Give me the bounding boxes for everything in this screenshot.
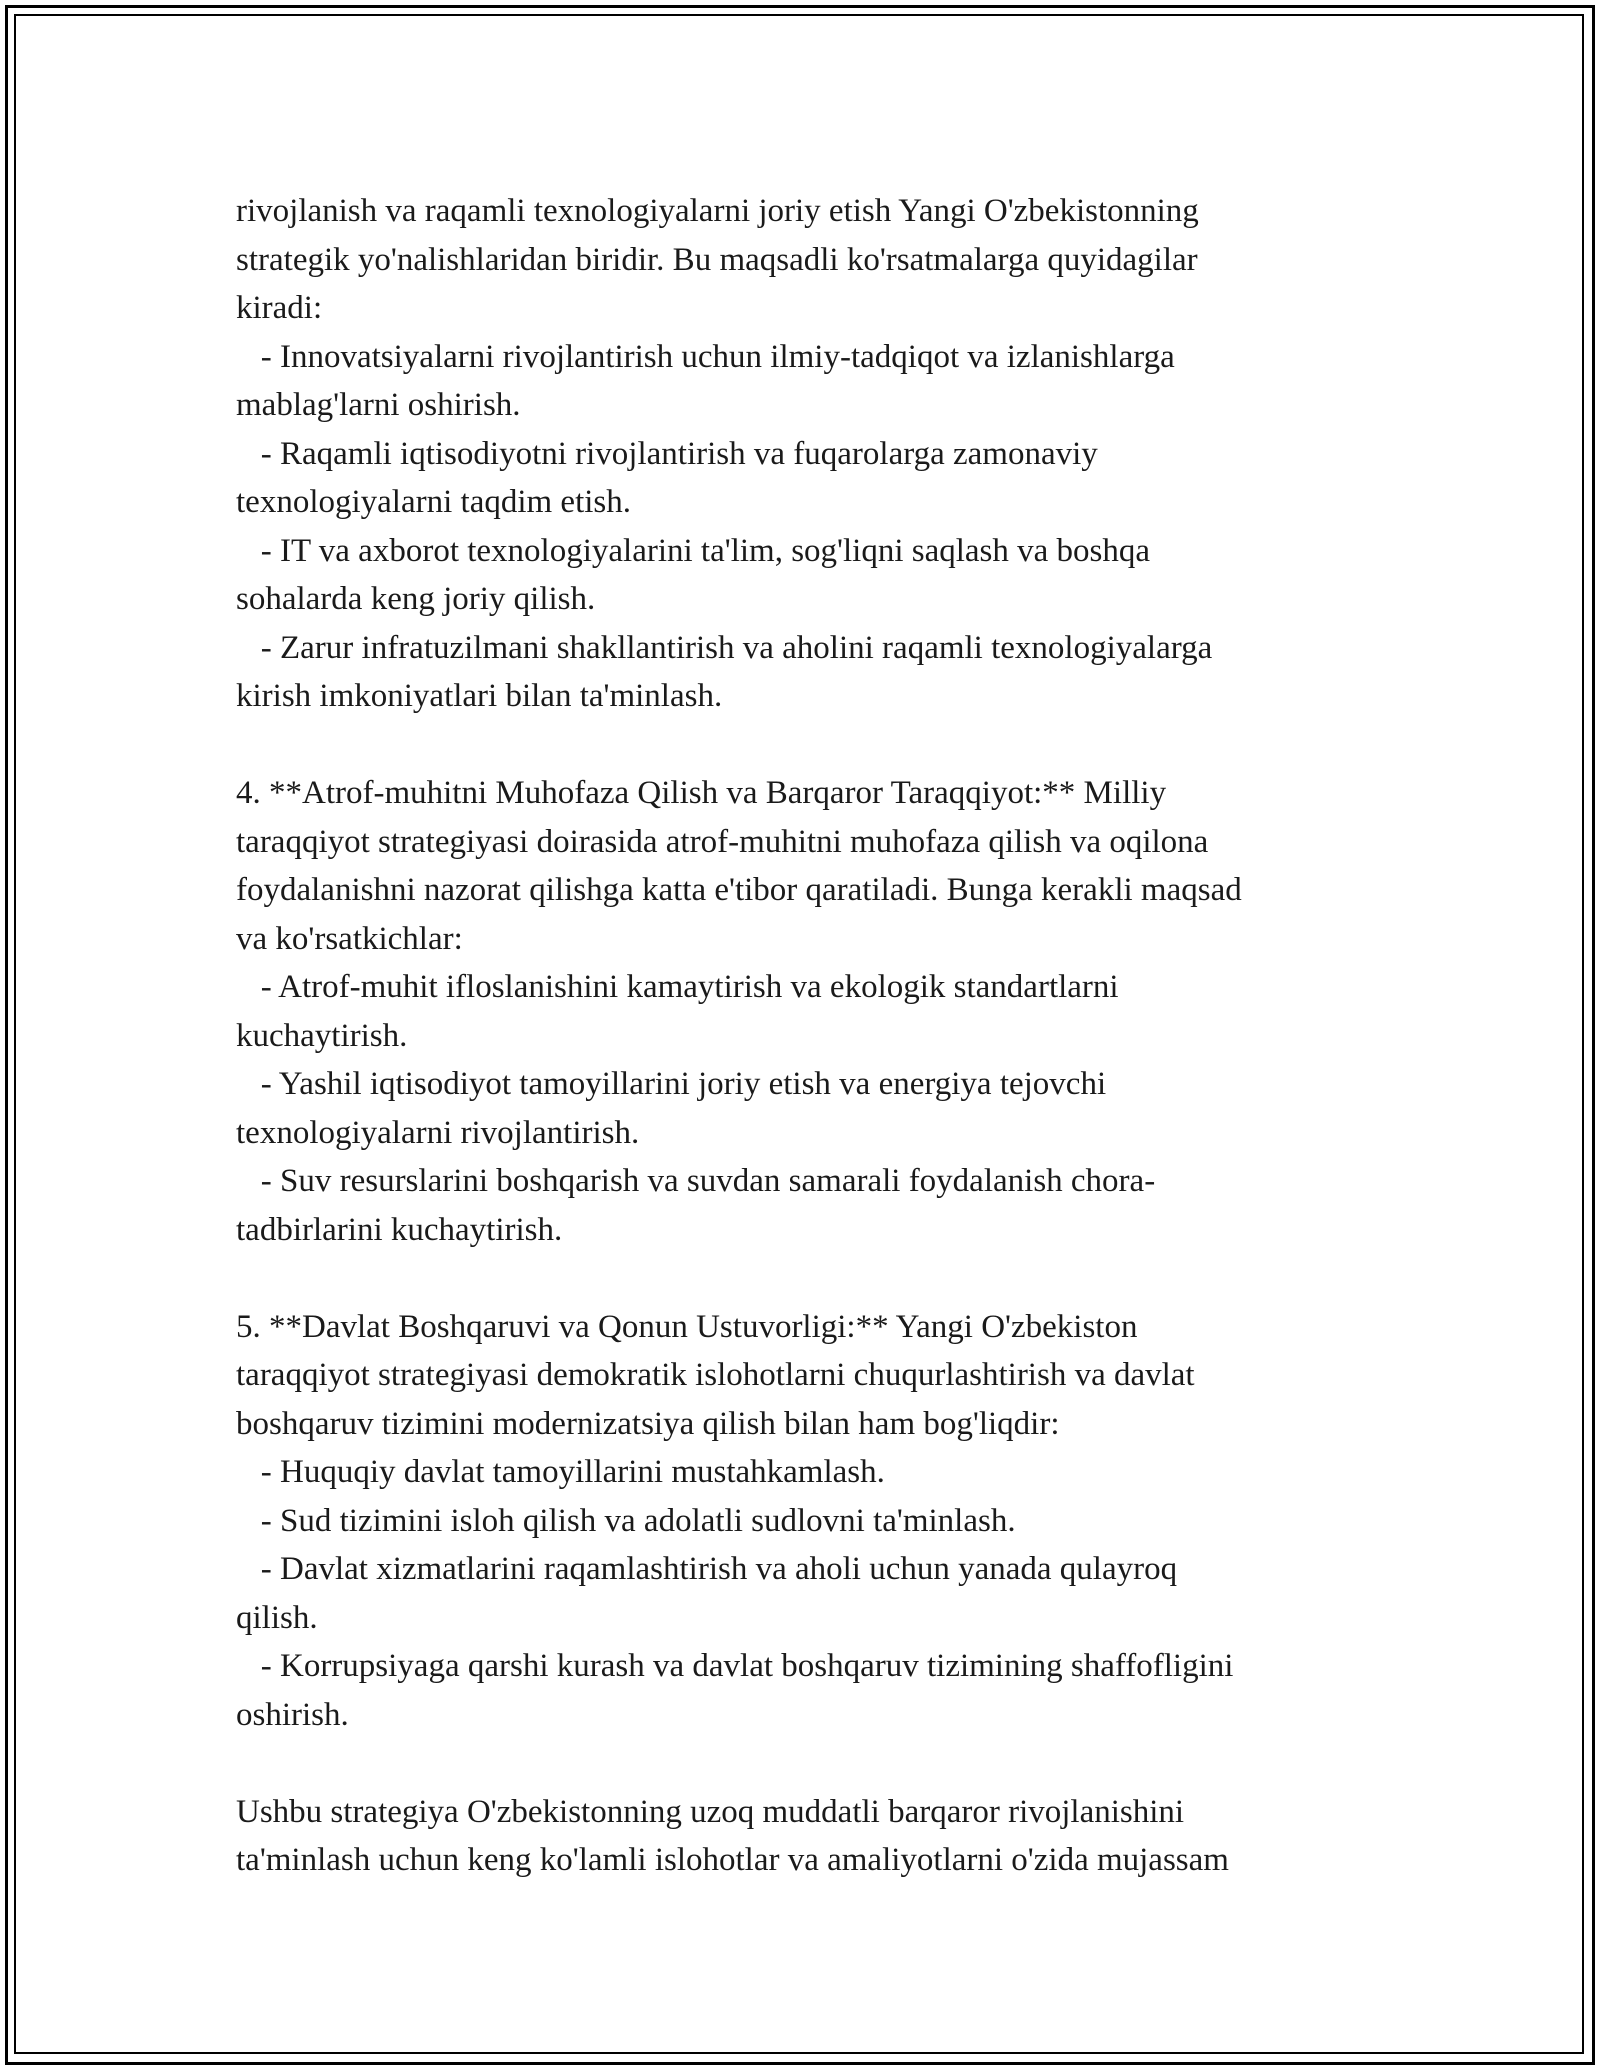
text-line: foydalanishni nazorat qilishga katta e'tibor qaratiladi. Bunga kerakli maqsad — [236, 872, 1242, 908]
text-line: - IT va axborot texnologiyalarini ta'lim, sog'liqni saqlash va boshqa — [236, 532, 1151, 569]
text-line: tadbirlarini kuchaytirish. — [236, 1211, 563, 1248]
document-body — [236, 187, 1366, 1885]
text-line: kirish imkoniyatlari bilan ta'minlash. — [236, 678, 723, 714]
text-line: - Davlat xizmatlarini raqamlashtirish va aholi uchun yanada qulayroq — [236, 1551, 1178, 1587]
text-line: texnologiyalarni taqdim etish. — [236, 484, 632, 520]
text-line: mablag'larni oshirish. — [236, 387, 521, 423]
text-line: ta'minlash uchun keng ko'lamli islohotlar va amaliyotlarni o'zida mujassam — [236, 1842, 1229, 1878]
text-line: texnologiyalarni rivojlantirish. — [236, 1114, 640, 1151]
text-line: - Yashil iqtisodiyot tamoyillarini joriy etish va energiya tejovchi — [236, 1066, 1107, 1102]
paragraph-gap — [236, 1739, 1366, 1788]
text-line: oshirish. — [236, 1696, 349, 1733]
text-line: Ushbu strategiya O'zbekistonning uzoq muddatli barqaror rivojlanishini — [236, 1793, 1185, 1830]
text-line: - Suv resurslarini boshqarish va suvdan samarali foydalanish chora- — [236, 1163, 1156, 1199]
text-line: boshqaruv tizimini modernizatsiya qilish bilan ham bog'liqdir: — [236, 1405, 1060, 1442]
text-line: - Korrupsiyaga qarshi kurash va davlat boshqaruv tizimining shaffofligini — [236, 1648, 1234, 1684]
text-line: rivojlanish va raqamli texnologiyalarni joriy etish Yangi O'zbekistonning — [236, 193, 1199, 229]
text-line: - Huquqiy davlat tamoyillarini mustahkamlash. — [236, 1454, 885, 1490]
text-line: strategik yo'nalishlaridan biridir. Bu maqsadli ko'rsatmalarga quyidagilar — [236, 241, 1198, 278]
text-line: va ko'rsatkichlar: — [236, 920, 463, 957]
text-line: taraqqiyot strategiyasi demokratik islohotlarni chuqurlashtirish va davlat — [236, 1357, 1195, 1393]
text-line: taraqqiyot strategiyasi doirasida atrof-muhitni muhofaza qilish va oqilona — [236, 823, 1209, 860]
text-line: - Innovatsiyalarni rivojlantirish uchun ilmiy-tadqiqot va izlanishlarga — [236, 338, 1175, 375]
text-line: 5. **Davlat Boshqaruvi va Qonun Ustuvorligi:** Yangi O'zbekiston — [236, 1308, 1138, 1345]
text-line: - Raqamli iqtisodiyotni rivojlantirish va fuqarolarga zamonaviy — [236, 435, 1098, 472]
paragraph-gap — [236, 721, 1366, 770]
text-line: qilish. — [236, 1599, 318, 1636]
text-line: - Atrof-muhit ifloslanishini kamaytirish va ekologik standartlarni — [236, 969, 1119, 1005]
text-line: 4. **Atrof-muhitni Muhofaza Qilish va Barqaror Taraqqiyot:** Milliy — [236, 775, 1167, 811]
text-line: kiradi: — [236, 290, 323, 326]
text-line: sohalarda keng joriy qilish. — [236, 581, 596, 617]
text-line: kuchaytirish. — [236, 1017, 408, 1054]
text-line: - Zarur infratuzilmani shakllantirish va aholini raqamli texnologiyalarga — [236, 629, 1213, 666]
text-line: - Sud tizimini isloh qilish va adolatli sudlovni ta'minlash. — [236, 1502, 1016, 1539]
paragraph-gap — [236, 1254, 1366, 1303]
